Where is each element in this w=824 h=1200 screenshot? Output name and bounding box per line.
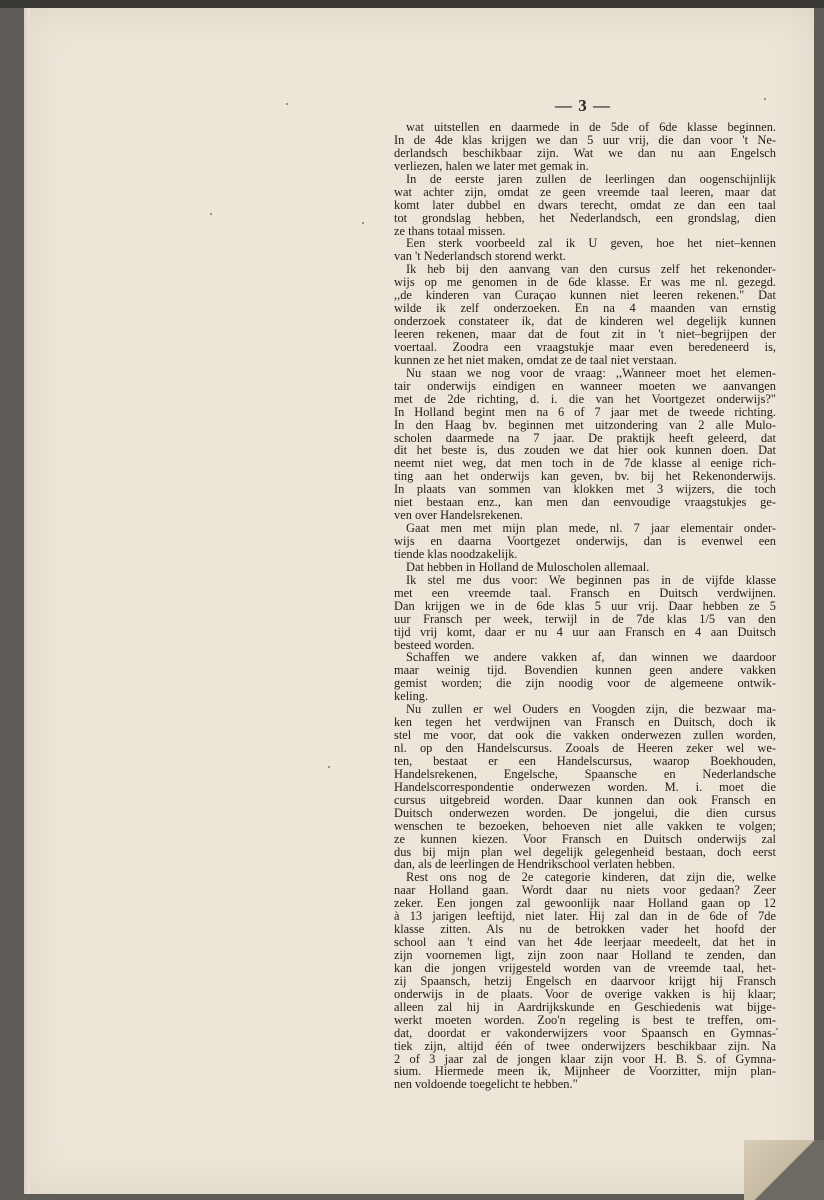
text-line: derlandsch beschikbaar zijn. Wat we dan nu aan Engelsch — [394, 145, 776, 160]
text-line: Ik heb bij den aanvang van den cursus zelf het rekenonder- — [406, 262, 776, 277]
text-line: wijs op me genomen in de 6de klasse. Er was me nl. gezegd. — [394, 275, 776, 290]
paper-speck — [764, 98, 766, 100]
text-line: keling. — [394, 689, 429, 704]
text-line: dat, doordat er vakonderwijzers voor Spaansch en Gymnas- — [394, 1025, 776, 1040]
text-line: maar weinig tijd. Bovendien kunnen geen andere vakken — [394, 663, 776, 678]
text-line: In de eerste jaren zullen de leerlingen dan oogenschijnlijk — [406, 171, 776, 186]
text-line: dus bij mijn plan wel degelijk gelegenheid bestaan, doch eerst — [394, 844, 776, 859]
page-number: — 3 — — [555, 96, 611, 115]
text-line: komt later dubbel en dwars terecht, omdat ze dan een taal — [394, 197, 776, 212]
scan-border — [0, 0, 824, 8]
text-line: Handelsrekenen, Engelsche, Spaansche en Nederlandsche — [394, 766, 776, 781]
text-line: Gaat men met mijn plan mede, nl. 7 jaar elementair onder- — [406, 521, 776, 536]
text-line: school aan 't eind van het 4de leerjaar meedeelt, dat het in — [394, 935, 776, 950]
text-line: onderwijs in de plaats. Voor de overige vakken is hij klaar; — [394, 986, 776, 1001]
text-line: Schaffen we andere vakken af, dan winnen we daardoor — [406, 650, 776, 665]
text-line: ken tegen het verdwijnen van Fransch en Duitsch, doch ik — [394, 715, 776, 730]
text-line: wat achter zijn, omdat ze geen vreemde taal leeren, maar dat — [394, 184, 776, 199]
text-line: In de 4de klas krijgen we dan 5 uur vrij, die dan voor 't Ne- — [394, 132, 776, 147]
text-line: Rest ons nog de 2e categorie kinderen, dat zijn die, welke — [406, 870, 776, 885]
text-line: Handelscorrespondentie onderwezen worden. M. i. moet die — [394, 779, 776, 794]
text-line: van 't Nederlandsch storend werkt. — [394, 249, 566, 264]
text-line: scholen daarmede na 7 jaar. De praktijk heeft geleerd, dat — [394, 430, 776, 445]
text-line: Dat hebben in Holland de Muloscholen allemaal. — [406, 559, 650, 574]
text-line: voertaal. Zoodra een vraagstukje maar even beredeneerd is, — [394, 339, 776, 354]
text-line: In Holland begint men na 6 of 7 jaar met de tweede richting. — [394, 404, 776, 419]
text-line: ven over Handelsrekenen. — [394, 508, 524, 523]
text-line: nl. op den Handelscursus. Zooals de Heeren zeker wel we- — [394, 741, 776, 755]
paragraph — [394, 871, 776, 1091]
text-line: dit het beste is, dus zouden we dat hier ook kunnen doen. Dat — [394, 443, 776, 458]
text-line: kan die jongen vrijgesteld worden van de vreemde taal, het- — [394, 960, 776, 975]
text-line: tijd vrij komt, daar er nu 4 uur aan Fransch en 4 aan Duitsch — [394, 624, 776, 639]
paragraph — [394, 703, 776, 871]
text-line: Een sterk voorbeeld zal ik U geven, hoe het niet–kennen — [406, 236, 776, 251]
text-line: zijn voornemen ligt, zijn zoon naar Holland te zenden, dan — [394, 948, 776, 962]
text-line: zij Spaansch, hetzij Engelsch en daarvoor krijgt hij Fransch — [394, 973, 776, 988]
text-line: gemist worden; die zijn noodig voor de algemeene ontwik- — [394, 676, 776, 691]
text-line: niet bestaan enz., kan men dan eenvoudige vraagstukjes ge- — [394, 495, 776, 510]
paper-speck — [210, 213, 212, 215]
text-line: wijs en daarna Voortgezet onderwijs, dan is evenwel een — [394, 534, 776, 548]
text-line: met de 2de richting, d. i. die van het Voortgezet onderwijs?" — [394, 391, 776, 406]
text-line: kunnen ze het niet maken, omdat ze de taal niet verstaan. — [394, 352, 677, 367]
text-line: wenschen te bezoeken, behoeven niet alle vakken te volgen; — [394, 818, 776, 833]
folded-corner — [744, 1140, 824, 1200]
text-line: klasse zitten. Als nu de betrokken vader het hoofd der — [394, 922, 776, 937]
text-line: nen voldoende toegelicht te hebben." — [394, 1077, 578, 1092]
text-line: onderzoek constateer ik, dat de kinderen wel degelijk kunnen — [394, 314, 776, 329]
text-line: besteed worden. — [394, 637, 475, 652]
text-line: verliezen, halen we later met gemak in. — [394, 158, 589, 173]
text-line: Duitsch onderwezen worden. De jongelui, die dien cursus — [394, 805, 776, 820]
paragraph — [394, 574, 776, 652]
text-line: dan, als de leerlingen de Hendrikschool verlaten hebben. — [394, 857, 676, 872]
text-line: naar Holland gaan. Wordt daar nu niets voor gedaan? Zeer — [394, 883, 776, 898]
text-line: wilde ik zelf onderzoeken. En na 4 maanden van ernstig — [394, 301, 776, 316]
paper-speck — [362, 222, 364, 224]
text-line: ting aan het onderwijs kan geven, bv. bij het Rekenonderwijs. — [394, 469, 776, 484]
text-line: Nu staan we nog voor de vraag: ,,Wanneer moet het elemen- — [406, 365, 776, 380]
text-line: ten, bestaat er een Handelscursus, waarop Boekhouden, — [394, 753, 776, 768]
paragraph — [394, 237, 776, 263]
text-line: tiende klas noodzakelijk. — [394, 546, 518, 561]
paragraph — [394, 522, 776, 561]
paragraph — [394, 367, 776, 522]
text-line: ze thans totaal missen. — [394, 223, 506, 238]
text-line: Dan krijgen we in de 6de klas 5 uur vrij. Daar hebben ze 5 — [394, 598, 776, 613]
paper-speck — [328, 766, 330, 768]
text-line: neemt niet weg, dat men toch in de 7de klasse al eenige rich- — [394, 456, 776, 471]
text-line: cursus uitgebreid worden. Daar kunnen dan ook Fransch en — [394, 792, 776, 807]
text-line: zeker. Een jongen zal gewoonlijk naar Holland gaan op 12 — [394, 896, 776, 911]
text-line: stel me voor, dat ook die vakken onderwezen zullen worden, — [394, 728, 776, 743]
paper-speck — [286, 103, 288, 105]
text-line: alleen zal hij in Aardrijkskunde en Geschiedenis wat bijge- — [394, 999, 776, 1014]
text-line: Ik stel me dus voor: We beginnen pas in de vijfde klasse — [406, 572, 776, 587]
text-line: uur Fransch per week, terwijl in de 7de klas 1/5 van den — [394, 611, 776, 626]
text-line: 2 of 3 jaar zal de jongen klaar zijn voor H. B. S. of Gymna- — [394, 1051, 776, 1066]
text-line: wat uitstellen en daarmede in de 5de of 6de klasse beginnen. — [406, 120, 776, 134]
text-line: tiek zijn, altijd één of twee onderwijzers beschikbaar zijn. Na — [394, 1038, 776, 1053]
page-edge — [24, 8, 30, 1194]
text-line: sium. Hiermede meen ik, Mijnheer de Voorzitter, mijn plan- — [394, 1064, 776, 1079]
text-line: ,,de kinderen van Curaçao kunnen niet leeren rekenen." Dat — [394, 288, 776, 303]
paragraph — [394, 561, 776, 574]
paragraph — [394, 121, 776, 173]
text-line: werkt moeten worden. Zoo'n regeling is best te treffen, om- — [394, 1012, 776, 1027]
text-line: leeren rekenen, maar dat de fout zit in 't niet–begrijpen der — [394, 327, 776, 341]
text-line: Nu zullen er wel Ouders en Voogden zijn, die bezwaar ma- — [406, 702, 776, 717]
text-line: à 13 jarigen leeftijd, niet later. Hij zal dan in de 6de of 7de — [394, 909, 776, 924]
article-text — [394, 121, 776, 1091]
paragraph — [394, 263, 776, 367]
text-line: met een vreemde taal. Fransch en Duitsch verdwijnen. — [394, 585, 776, 600]
text-line: ze kunnen kiezen. Voor Fransch en Duitsch onderwijs zal — [394, 831, 776, 846]
text-line: tair onderwijs eindigen en wanneer moeten we aanvangen — [394, 378, 776, 393]
text-line: tot grondslag hebben, het Nederlandsch, een grondslag, dien — [394, 210, 776, 225]
text-line: In den Haag bv. beginnen met uitzondering van 2 alle Mulo- — [394, 417, 776, 432]
paragraph — [394, 173, 776, 238]
paper-speck — [776, 1028, 778, 1030]
text-line: In plaats van sommen van klokken met 3 wijzers, die toch — [394, 482, 776, 497]
paragraph — [394, 651, 776, 703]
